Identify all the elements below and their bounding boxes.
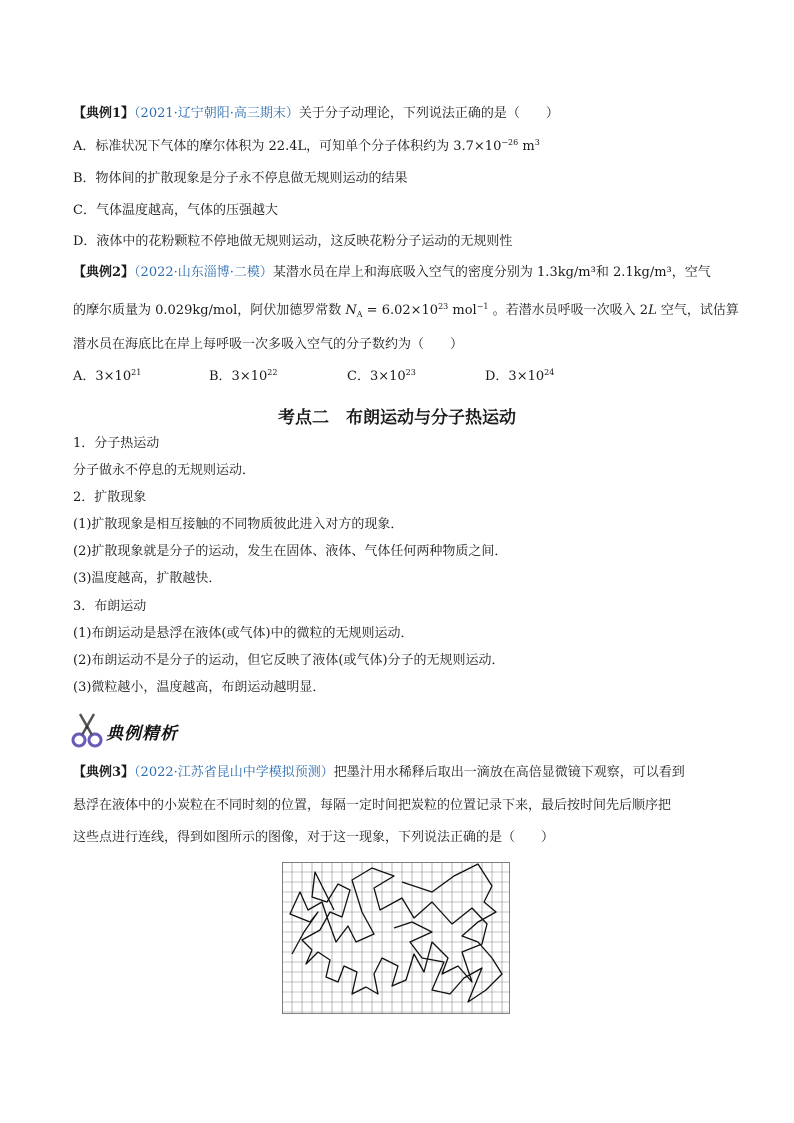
example-2-line-2 <box>73 302 739 320</box>
badge-label: 典例精析 <box>106 724 178 744</box>
avogadro-value: = 6.02×10 <box>362 303 439 318</box>
option-a-text: A．标准状况下气体的摩尔体积为 22.4L，可知单个分子体积约为 3.7×10 <box>73 139 502 154</box>
brownian-motion-figure <box>282 862 510 1014</box>
example-3-text-1: 把墨汁用水稀释后取出一滴放在高倍显微镜下观察，可以看到 <box>333 765 685 780</box>
particle-path <box>290 868 487 994</box>
example-2-option-c: C．$3\times 10^{23}$ <box>347 368 416 384</box>
example-3-label: 【典例3】 <box>73 765 135 780</box>
example-1-source: （2021·辽宁朝阳·高三期末） <box>134 106 299 121</box>
example-2-line-3: 潜水员在海底比在岸上每呼吸一次多吸入空气的分子数约为（ ） <box>73 337 464 352</box>
example-2-text-1: 某潜水员在岸上和海底吸入空气的密度分别为 1.3kg/m³和 2.1kg/m³，空气 <box>272 265 711 280</box>
option-a-exponent: −26 <box>501 138 519 147</box>
avogadro-unit: mol <box>448 303 477 318</box>
figure-border <box>283 863 510 1014</box>
example-3-source: （2022·江苏省昆山中学模拟预测） <box>134 765 334 780</box>
example-2-text-3: 。若潜水员呼吸一次吸入 2 <box>488 303 649 318</box>
avogadro-exponent: 23 <box>438 302 449 311</box>
heading-1: 1．分子热运动 <box>73 436 160 451</box>
paragraph-3a: (1)布朗运动是悬浮在液体(或气体)中的微粒的无规则运动． <box>73 626 414 641</box>
example-1-option-a <box>73 138 540 156</box>
example-3-line-3: 这些点进行连线，得到如图所示的图像，对于这一现象，下列说法正确的是（ ） <box>73 830 555 845</box>
particle-path-2 <box>394 864 502 1002</box>
example-2-label: 【典例2】 <box>73 265 135 280</box>
example-2-source: （2022·山东淄博·二模） <box>134 265 273 280</box>
litre-symbol: L <box>648 303 657 318</box>
example-1-question <box>73 105 559 123</box>
paragraph-1: 分子做永不停息的无规则运动． <box>73 463 256 478</box>
example-2-option-b: B．$3\times 10^{22}$ <box>209 368 278 384</box>
example-analysis-badge <box>70 710 210 750</box>
paragraph-3b: (2)布朗运动不是分子的运动，但它反映了液体(或气体)分子的无规则运动． <box>73 653 505 668</box>
grid <box>282 862 510 1014</box>
example-2-option-a: A．$3\times 10^{21}$ <box>73 368 142 384</box>
example-1-text: 关于分子动理论，下列说法正确的是（ ） <box>298 106 559 121</box>
paragraph-2a: (1)扩散现象是相互接触的不同物质彼此进入对方的现象． <box>73 517 404 532</box>
avogadro-symbol: N <box>345 303 357 318</box>
example-2-option-d: D．$3\times 10^{24}$ <box>485 368 555 384</box>
example-2-text-4: 空气，试估算 <box>656 303 739 318</box>
paragraph-2c: (3)温度越高，扩散越快． <box>73 571 222 586</box>
example-1-option-c: C．气体温度越高，气体的压强越大 <box>73 203 278 218</box>
example-3-line-1 <box>73 764 685 782</box>
example-1-option-d: D．液体中的花粉颗粒不停地做无规则运动，这反映花粉分子运动的无规则性 <box>73 234 513 249</box>
example-1-label: 【典例1】 <box>73 106 135 121</box>
example-1-option-b: B．物体间的扩散现象是分子永不停息做无规则运动的结果 <box>73 171 408 186</box>
avogadro-unit-exponent: −1 <box>476 302 489 311</box>
avogadro-subscript: A <box>356 310 363 319</box>
heading-2: 2．扩散现象 <box>73 490 147 505</box>
option-a-unit-exponent: 3 <box>534 138 540 147</box>
paragraph-3c: (3)微粒越小，温度越高，布朗运动越明显． <box>73 680 326 695</box>
example-2-line-1 <box>73 264 711 282</box>
heading-3: 3．布朗运动 <box>73 599 147 614</box>
example-2-text-2: 的摩尔质量为 0.029kg/mol，阿伏加德罗常数 <box>73 303 346 318</box>
section-title: 考点二 布朗运动与分子热运动 <box>278 408 516 428</box>
scissors-icon <box>70 710 106 750</box>
paragraph-2b: (2)扩散现象就是分子的运动，发生在固体、液体、气体任何两种物质之间． <box>73 544 508 559</box>
example-3-line-2: 悬浮在液体中的小炭粒在不同时刻的位置，每隔一定时间把炭粒的位置记录下来，最后按时间先后顺序把 <box>73 798 672 813</box>
option-a-unit: m <box>518 139 535 154</box>
